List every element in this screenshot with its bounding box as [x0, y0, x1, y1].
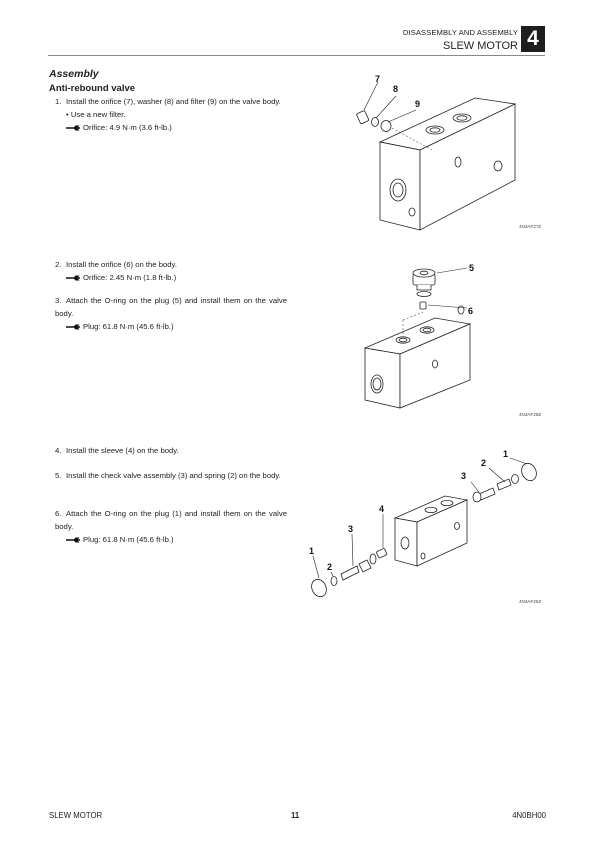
header-section: DISASSEMBLY AND ASSEMBLY — [402, 28, 518, 37]
wrench-icon — [66, 125, 80, 131]
callout-3-right: 3 — [461, 471, 467, 481]
step-6-spec: Plug: 61.8 N·m (45.6 ft-lb.) — [83, 535, 174, 544]
callout-2-left: 2 — [327, 562, 333, 572]
figure-2-code: 4N3AF28Z — [519, 412, 542, 417]
callout-8: 8 — [393, 84, 399, 94]
wrench-icon — [66, 324, 80, 330]
figure-check-valve-assembly — [305, 448, 550, 598]
step-2: 2. Install the orifice (6) on the body. Orifice: 2.45 N·m (1.8 ft-lb.) — [55, 260, 177, 282]
callout-5: 5 — [469, 263, 475, 273]
step-3: 3. Attach the O-ring on the plug (5) and install them on the valve body. Plug: 61.8 N·m (45.6 ft-lb.) — [55, 296, 287, 331]
callout-3-left: 3 — [348, 524, 354, 534]
figure-1-code: 4N3AF27Z — [519, 224, 542, 229]
step-4: 4. Install the sleeve (4) on the body. — [55, 446, 179, 455]
section-subtitle: Anti-rebound valve — [49, 83, 136, 94]
wrench-icon — [66, 537, 80, 543]
callout-9: 9 — [415, 99, 421, 109]
header-divider — [48, 55, 545, 56]
step-6: 6. Attach the O-ring on the plug (1) and install them on the valve body. Plug: 61.8 N·m (45.6 ft-lb.) — [55, 509, 287, 544]
callout-1-right: 1 — [503, 449, 509, 459]
step-2-spec: Orifice: 2.45 N·m (1.8 ft-lb.) — [83, 273, 177, 282]
step-1-spec: Orifice: 4.9 N·m (3.6 ft-lb.) — [83, 123, 172, 132]
footer-title: SLEW MOTOR — [49, 811, 103, 820]
document-code: 4N0BH00 — [512, 811, 546, 820]
callout-2-right: 2 — [481, 458, 487, 468]
step-5: 5. Install the check valve assembly (3) and spring (2) on the body. — [55, 471, 281, 480]
figure-orifice-and-plug — [355, 258, 550, 410]
callout-4: 4 — [379, 504, 385, 514]
figure-anti-rebound-valve-orifice — [350, 70, 550, 235]
chapter-badge: 4 — [521, 26, 545, 52]
page-number: 11 — [291, 811, 300, 820]
callout-1-left: 1 — [309, 546, 315, 556]
step-3-spec: Plug: 61.8 N·m (45.6 ft-lb.) — [83, 322, 174, 331]
callout-7: 7 — [375, 74, 381, 84]
figure-3-code: 4N3AF25Z — [519, 599, 542, 604]
header-subsection: SLEW MOTOR — [443, 40, 518, 52]
step-1: 1. Install the orifice (7), washer (8) and filter (9) on the valve body. • Use a new filter. Orifice: 4.9 N·m (3.6 ft-lb.) — [55, 97, 281, 132]
callout-6: 6 — [468, 306, 474, 316]
page-title: Assembly — [49, 68, 99, 80]
wrench-icon — [66, 275, 80, 281]
step-1-bullet: Use a new filter. — [70, 110, 126, 119]
